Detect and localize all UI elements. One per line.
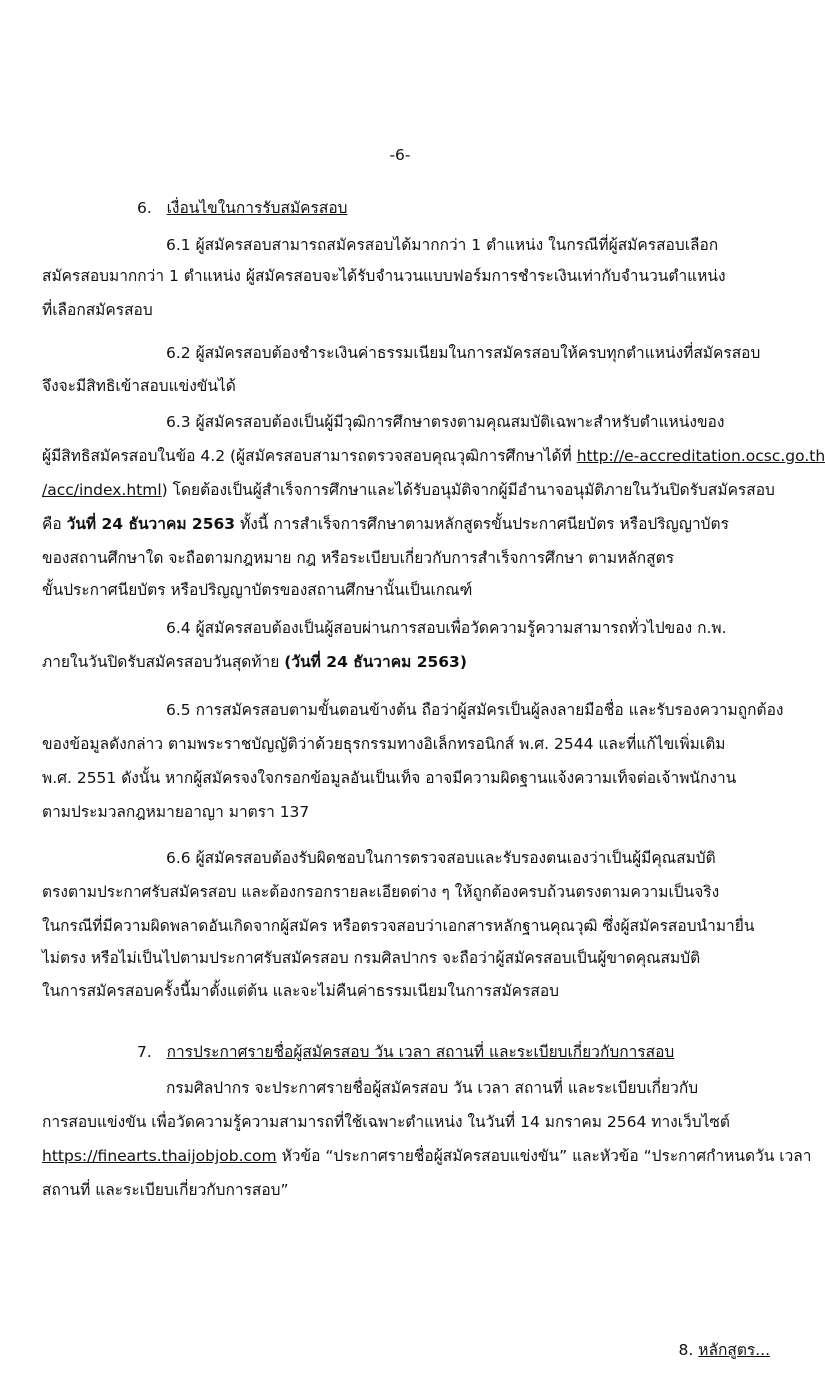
para-6-6-line-5: ในการสมัครสอบครั้งนี้มาตั้งแต่ต้น และจะไม่คืนค่าธรรมเนียมในการสมัครสอบ — [42, 982, 559, 1000]
section-6-title: เงื่อนไขในการรับสมัครสอบ — [166, 199, 348, 217]
para-6-5-line-4: ตามประมวลกฎหมายอาญา มาตรา 137 — [42, 803, 310, 821]
para-6-3-line-5: ของสถานศึกษาใด จะถือตามกฎหมาย กฎ หรือระเบียบเกี่ยวกับการสำเร็จการศึกษา ตามหลักสูตร — [42, 549, 675, 567]
para-6-3-text: คือ — [42, 515, 67, 533]
para-6-1-line-2: สมัครสอบมากกว่า 1 ตำแหน่ง ผู้สมัครสอบจะได้รับจำนวนแบบฟอร์มการชำระเงินเท่ากับจำนวนตำแหน่ง — [42, 267, 726, 285]
finearts-website-link[interactable]: https://finearts.thaijobjob.com — [42, 1147, 277, 1165]
next-section-number: 8. — [678, 1341, 699, 1359]
para-6-1-line-1: 6.1 ผู้สมัครสอบสามารถสมัครสอบได้มากกว่า 1 ตำแหน่ง ในกรณีที่ผู้สมัครสอบเลือก — [166, 236, 719, 254]
para-6-3-line-2 — [42, 446, 825, 466]
para-6-4-line-1: 6.4 ผู้สมัครสอบต้องเป็นผู้สอบผ่านการสอบเพื่อวัดความรู้ความสามารถทั่วไปของ ก.พ. — [166, 619, 727, 637]
deadline-date-2: (วันที่ 24 ธันวาคม 2563) — [284, 653, 467, 671]
section-7-title: การประกาศรายชื่อผู้สมัครสอบ วัน เวลา สถานที่ และระเบียบเกี่ยวกับการสอบ — [166, 1043, 675, 1061]
section-6-number: 6. — [137, 199, 152, 217]
next-page-marker — [679, 1340, 770, 1360]
para-7-line-3 — [42, 1146, 811, 1166]
section-7-number: 7. — [137, 1043, 152, 1061]
para-7-line-4: สถานที่ และระเบียบเกี่ยวกับการสอบ” — [42, 1181, 289, 1199]
para-6-4-text: ภายในวันปิดรับสมัครสอบวันสุดท้าย — [42, 653, 285, 671]
para-6-6-line-3: ในกรณีที่มีความผิดพลาดอันเกิดจากผู้สมัคร หรือตรวจสอบว่าเอกสารหลักฐานคุณวุฒิ ซึ่งผู้สมัครสอบนำมายื่น — [42, 917, 755, 935]
para-6-6-line-4: ไม่ตรง หรือไม่เป็นไปตามประกาศรับสมัครสอบ กรมศิลปากร จะถือว่าผู้สมัครสอบเป็นผู้ขาดคุณสมบัติ — [42, 949, 701, 967]
para-6-3-line-6: ขั้นประกาศนียบัตร หรือปริญญาบัตรของสถานศึกษานั้นเป็นเกณฑ์ — [42, 581, 473, 599]
para-6-3-line-4 — [42, 514, 729, 534]
deadline-date: วันที่ 24 ธันวาคม 2563 — [66, 515, 236, 533]
para-7-line-1: กรมศิลปากร จะประกาศรายชื่อผู้สมัครสอบ วัน เวลา สถานที่ และระเบียบเกี่ยวกับ — [166, 1079, 699, 1097]
para-6-1-line-3: ที่เลือกสมัครสอบ — [42, 301, 153, 319]
section-6-heading — [137, 198, 347, 218]
para-6-6-line-1: 6.6 ผู้สมัครสอบต้องรับผิดชอบในการตรวจสอบและรับรองตนเองว่าเป็นผู้มีคุณสมบัติ — [166, 849, 716, 867]
para-6-3-text: ทั้งนี้ การสำเร็จการศึกษาตามหลักสูตรขั้นประกาศนียบัตร หรือปริญญาบัตร — [235, 515, 729, 533]
para-6-3-text: ) โดยต้องเป็นผู้สำเร็จการศึกษาและได้รับอนุมัติจากผู้มีอำนาจอนุมัติภายในวันปิดรับสมัครสอบ — [161, 481, 775, 499]
para-6-2-line-1: 6.2 ผู้สมัครสอบต้องชำระเงินค่าธรรมเนียมในการสมัครสอบให้ครบทุกตำแหน่งที่สมัครสอบ — [166, 344, 761, 362]
para-6-5-line-2: ของข้อมูลดังกล่าว ตามพระราชบัญญัติว่าด้วยธุรกรรมทางอิเล็กทรอนิกส์ พ.ศ. 2544 และที่แก้ไขเพิ่มเติม — [42, 735, 726, 753]
para-6-4-line-2 — [42, 652, 467, 672]
para-6-5-line-3: พ.ศ. 2551 ดังนั้น หากผู้สมัครจงใจกรอกข้อมูลอันเป็นเท็จ อาจมีความผิดฐานแจ้งความเท็จต่อเจ้าพนักงาน — [42, 769, 737, 787]
para-6-5-line-1: 6.5 การสมัครสอบตามขั้นตอนข้างต้น ถือว่าผู้สมัครเป็นผู้ลงลายมือชื่อ และรับรองความถูกต้อง — [166, 701, 784, 719]
para-6-6-line-2: ตรงตามประกาศรับสมัครสอบ และต้องกรอกรายละเอียดต่าง ๆ ให้ถูกต้องครบถ้วนตรงตามความเป็นจริง — [42, 883, 720, 901]
para-6-2-line-2: จึงจะมีสิทธิเข้าสอบแข่งขันได้ — [42, 377, 236, 395]
para-7-line-2: การสอบแข่งขัน เพื่อวัดความรู้ความสามารถที่ใช้เฉพาะตำแหน่ง ในวันที่ 14 มกราคม 2564 ทางเว็บไซต์ — [42, 1113, 730, 1131]
section-7-heading — [137, 1042, 674, 1062]
accreditation-link[interactable]: http://e-accreditation.ocsc.go.th — [576, 447, 825, 465]
para-7-text: หัวข้อ “ประกาศรายชื่อผู้สมัครสอบแข่งขัน” และหัวข้อ “ประกาศกำหนดวัน เวลา — [276, 1147, 812, 1165]
para-6-3-line-1: 6.3 ผู้สมัครสอบต้องเป็นผู้มีวุฒิการศึกษาตรงตามคุณสมบัติเฉพาะสำหรับตำแหน่งของ — [166, 413, 725, 431]
accreditation-link-cont[interactable]: /acc/index.html — [42, 481, 162, 499]
next-section-label: หลักสูตร... — [698, 1341, 770, 1359]
para-6-3-text: ผู้มีสิทธิสมัครสอบในข้อ 4.2 (ผู้สมัครสอบสามารถตรวจสอบคุณวุฒิการศึกษาได้ที่ — [42, 447, 577, 465]
page-number: -6- — [389, 146, 411, 164]
para-6-3-line-3 — [42, 480, 775, 500]
